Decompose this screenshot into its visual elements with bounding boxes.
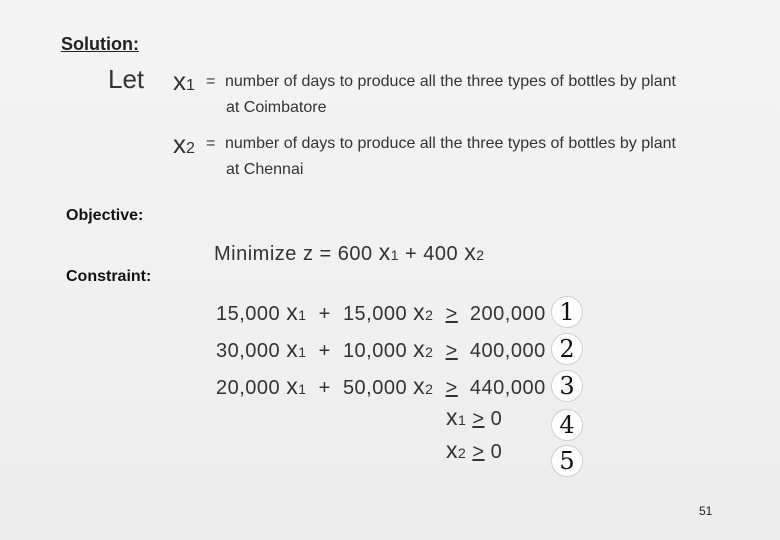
objective-x2-sub: 2	[476, 247, 485, 263]
nonneg-x2-relation: >	[472, 441, 485, 463]
constraint-2-coef-x2: 10,000	[342, 340, 408, 362]
constraint-3-x2-sub: 2	[425, 381, 434, 397]
nonneg-x2-var: x	[446, 437, 458, 463]
constraint-1-coef-x2: 15,000	[342, 303, 408, 325]
var-x2-definition-line1: number of days to produce all the three types of bottles by plant	[225, 135, 676, 152]
constraint-marker-2: 2	[551, 333, 583, 365]
nonneg-x1-sub: 1	[458, 412, 467, 428]
var-x2-sub: 2	[186, 140, 195, 157]
constraint-1-rhs: 200,000	[469, 303, 546, 325]
constraint-3-x2: x	[413, 373, 426, 399]
var-x2-definition-line2: at Chennai	[226, 161, 304, 178]
var-x2-equals: =	[206, 135, 216, 152]
objective-function	[214, 239, 485, 266]
constraint-label: Constraint:	[66, 268, 152, 285]
nonneg-x1-relation: >	[472, 408, 485, 430]
nonneg-x1-rhs: 0	[490, 408, 503, 430]
let-label: Let	[108, 64, 145, 94]
constraint-row-3: 20,000 x1 + 50,000 x2 > 440,000	[216, 373, 546, 399]
constraint-2-rhs: 400,000	[469, 340, 546, 362]
constraint-3-coef-x1: 20,000	[216, 377, 281, 399]
constraint-1-relation: >	[445, 303, 458, 325]
var-x1-sub: 1	[186, 77, 195, 94]
constraint-1-x2: x	[413, 299, 426, 325]
constraint-3-coef-x2: 50,000	[342, 377, 408, 399]
nonneg-x1-var: x	[446, 404, 458, 430]
constraint-marker-3: 3	[551, 370, 583, 402]
nonneg-x2-rhs: 0	[490, 441, 503, 463]
constraint-marker-5: 5	[551, 445, 583, 477]
var-x1-symbol: x	[173, 66, 186, 96]
page-number: 51	[699, 504, 713, 518]
constraint-1-coef-x1: 15,000	[216, 303, 281, 325]
constraint-2-x1: x	[286, 336, 299, 362]
var-x2	[173, 129, 195, 160]
constraint-3-x1: x	[286, 373, 299, 399]
constraint-row-1: 15,000 x1 + 15,000 x2 > 200,000	[216, 299, 546, 325]
nonneg-x2	[446, 437, 502, 464]
constraint-3-relation: >	[445, 377, 458, 399]
objective-x1: x	[378, 239, 391, 265]
nonneg-x2-sub: 2	[458, 445, 467, 461]
constraint-2-x2: x	[413, 336, 426, 362]
constraint-3-x1-sub: 1	[298, 381, 307, 397]
constraint-2-coef-x1: 30,000	[216, 340, 281, 362]
constraint-marker-4: 4	[551, 409, 583, 441]
constraint-1-x1-sub: 1	[298, 307, 307, 323]
objective-label: Objective:	[66, 207, 144, 224]
constraint-2-relation: >	[445, 340, 458, 362]
var-x1-equals: =	[206, 73, 216, 90]
nonneg-x1	[446, 404, 502, 431]
constraint-2-x1-sub: 1	[298, 344, 307, 360]
var-x2-symbol: x	[173, 129, 186, 159]
constraint-3-rhs: 440,000	[469, 377, 546, 399]
objective-prefix: Minimize z = 600	[214, 243, 373, 265]
constraint-1-x2-sub: 2	[425, 307, 434, 323]
constraint-1-x1: x	[286, 299, 299, 325]
var-x1	[173, 66, 195, 97]
constraint-2-x2-sub: 2	[425, 344, 434, 360]
var-x1-definition-line2: at Coimbatore	[226, 99, 327, 116]
solution-heading: Solution:	[61, 34, 139, 54]
objective-plus: + 400	[405, 243, 459, 265]
objective-x1-sub: 1	[390, 247, 399, 263]
constraint-marker-1: 1	[551, 296, 583, 328]
objective-x2: x	[464, 239, 477, 265]
constraint-row-2: 30,000 x1 + 10,000 x2 > 400,000	[216, 336, 546, 362]
var-x1-definition-line1: number of days to produce all the three types of bottles by plant	[225, 73, 676, 90]
